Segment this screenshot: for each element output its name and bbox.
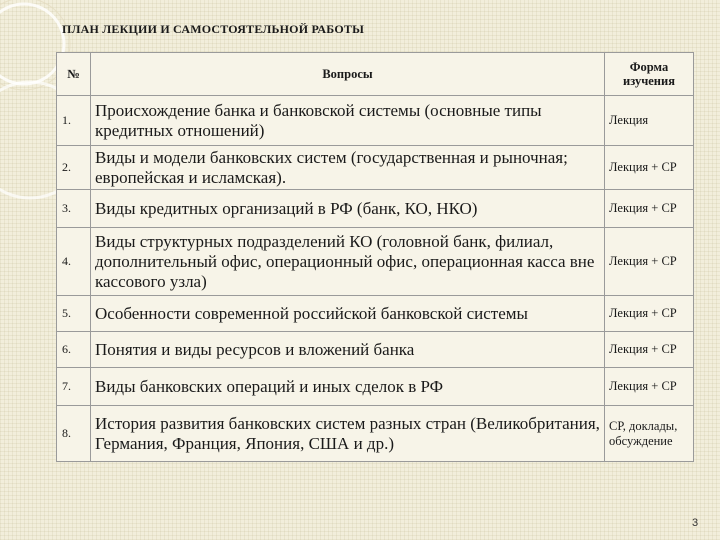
table-row bbox=[57, 406, 694, 462]
row-question: Виды банковских операций и иных сделок в РФ bbox=[91, 368, 605, 406]
row-question: Происхождение банка и банковской системы (основные типы кредитных отношений) bbox=[91, 96, 605, 146]
row-form: Лекция + СР bbox=[605, 332, 694, 368]
row-question: Виды кредитных организаций в РФ (банк, КО, НКО) bbox=[91, 190, 605, 228]
row-form: Лекция + СР bbox=[605, 296, 694, 332]
slide-title: ПЛАН ЛЕКЦИИ И САМОСТОЯТЕЛЬНОЙ РАБОТЫ bbox=[62, 22, 365, 36]
lecture-plan-table bbox=[56, 52, 694, 462]
row-number: 3. bbox=[57, 190, 91, 228]
row-form: Лекция + СР bbox=[605, 368, 694, 406]
row-question: Виды и модели банковских систем (государственная и рыночная; европейская и исламская). bbox=[91, 146, 605, 190]
row-form: Лекция + СР bbox=[605, 146, 694, 190]
page-number: 3 bbox=[692, 517, 699, 529]
row-number: 4. bbox=[57, 228, 91, 296]
row-number: 6. bbox=[57, 332, 91, 368]
row-number: 8. bbox=[57, 406, 91, 462]
row-number: 5. bbox=[57, 296, 91, 332]
row-form: Лекция + СР bbox=[605, 190, 694, 228]
table-row bbox=[57, 332, 694, 368]
row-form: СР, доклады, обсуждение bbox=[605, 406, 694, 462]
row-number: 7. bbox=[57, 368, 91, 406]
table-row bbox=[57, 296, 694, 332]
table-header-row bbox=[57, 53, 694, 96]
header-form: Форма изучения bbox=[605, 53, 694, 96]
table-row bbox=[57, 228, 694, 296]
row-number: 2. bbox=[57, 146, 91, 190]
table-row bbox=[57, 146, 694, 190]
table-row bbox=[57, 190, 694, 228]
row-question: Понятия и виды ресурсов и вложений банка bbox=[91, 332, 605, 368]
row-question: Виды структурных подразделений КО (головной банк, филиал, дополнительный офис, операционный офис, операционная касса вне кассового узла) bbox=[91, 228, 605, 296]
header-questions: Вопросы bbox=[91, 53, 605, 96]
table-row bbox=[57, 368, 694, 406]
row-form: Лекция bbox=[605, 96, 694, 146]
row-form: Лекция + СР bbox=[605, 228, 694, 296]
table-row bbox=[57, 96, 694, 146]
row-question: История развития банковских систем разных стран (Великобритания, Германия, Франция, Япония, США и др.) bbox=[91, 406, 605, 462]
row-number: 1. bbox=[57, 96, 91, 146]
header-number: № bbox=[57, 53, 91, 96]
row-question: Особенности современной российской банковской системы bbox=[91, 296, 605, 332]
